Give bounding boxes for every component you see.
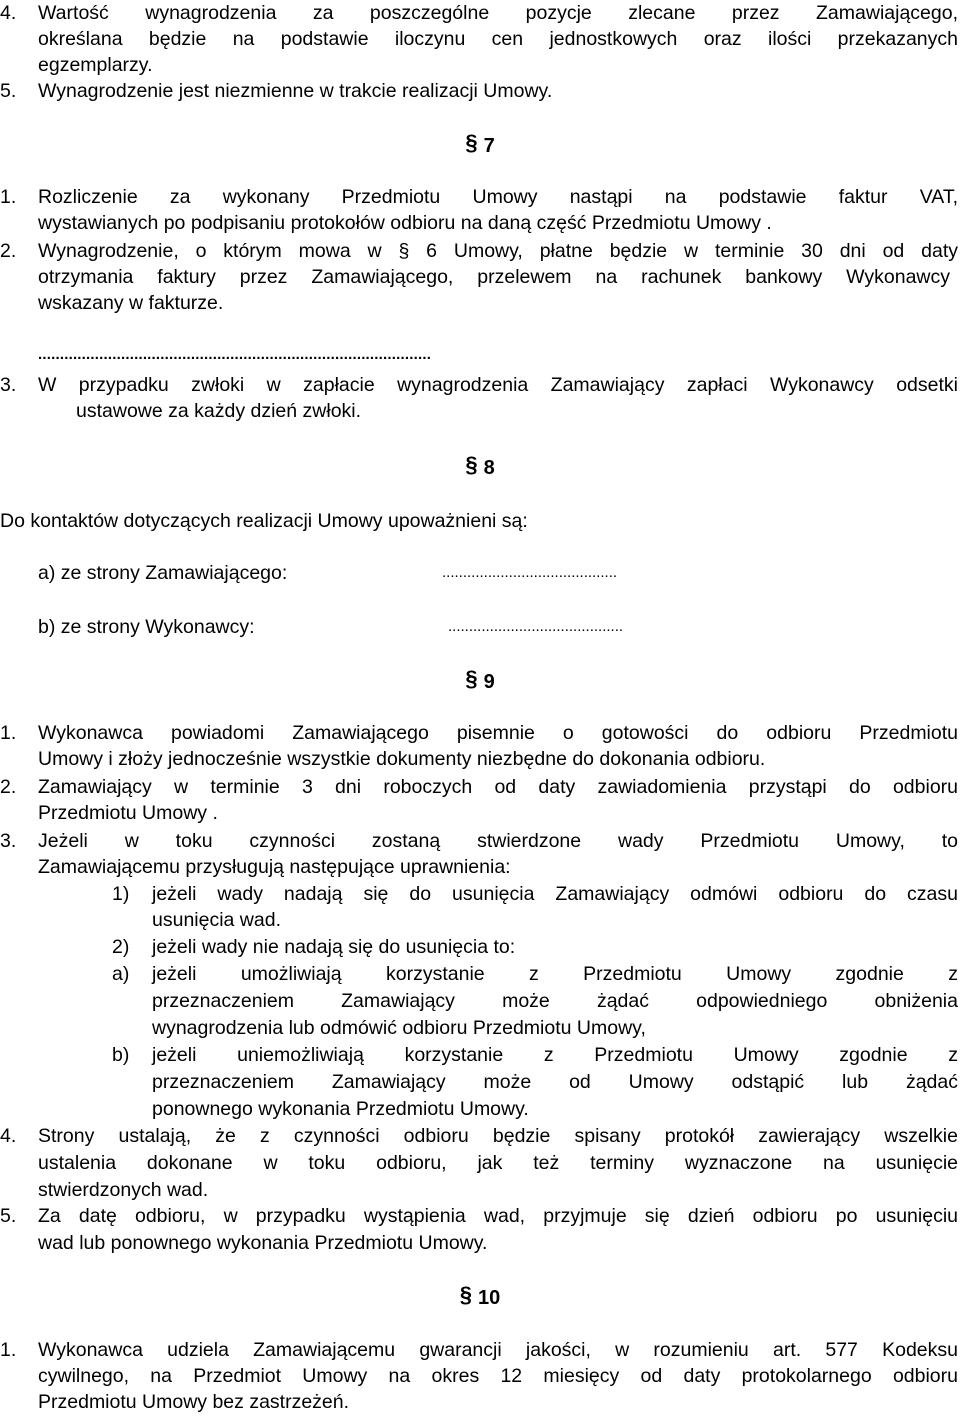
paragraph-line: Wynagrodzenie jest niezmienne w trakcie realizacji Umowy.	[38, 80, 553, 102]
paragraph-line: egzemplarzy.	[38, 54, 153, 76]
paragraph-line: ustalenia dokonane w toku odbioru, jak też terminy wyznaczone na usunięcie	[38, 1152, 958, 1174]
item-number: 1.	[0, 186, 17, 208]
contact-placeholder-contractor: ..........................................	[448, 618, 624, 635]
item-number: 1)	[112, 883, 130, 905]
contact-label-contractor: b) ze strony Wykonawcy:	[38, 616, 255, 638]
item-number: 3.	[0, 830, 17, 852]
item-number: 2.	[0, 776, 17, 798]
item-number: 1.	[0, 1339, 17, 1361]
section-symbol: §	[459, 1282, 472, 1307]
item-number: 5.	[0, 1205, 17, 1227]
paragraph-line: Jeżeli w toku czynności zostaną stwierdzone wady Przedmiotu Umowy, to	[38, 830, 958, 852]
item-number: 4.	[0, 2, 17, 24]
paragraph-line: W przypadku zwłoki w zapłacie wynagrodzenia Zamawiający zapłaci Wykonawcy odsetki	[38, 374, 958, 396]
item-number: 2.	[0, 240, 17, 262]
paragraph-line: otrzymania faktury przez Zamawiającego, przelewem na rachunek bankowy Wykonawcy	[38, 266, 950, 288]
item-number: 1.	[0, 722, 17, 744]
paragraph-line: przeznaczeniem Zamawiający może od Umowy odstąpić lub żądać	[152, 1071, 958, 1093]
item-number: 3.	[0, 374, 17, 396]
paragraph-line: Przedmiotu Umowy .	[38, 802, 218, 824]
paragraph-line: usunięcia wad.	[152, 909, 281, 931]
paragraph-line: ponownego wykonania Przedmiotu Umowy.	[152, 1098, 529, 1120]
paragraph-line: stwierdzonych wad.	[38, 1179, 209, 1201]
paragraph-line: jeżeli uniemożliwiają korzystanie z Przedmiotu Umowy zgodnie z	[152, 1044, 958, 1066]
contact-placeholder-client: ..........................................	[442, 564, 618, 581]
paragraph-line: jeżeli wady nie nadają się do usunięcia to:	[152, 936, 516, 958]
contact-label-client: a) ze strony Zamawiającego:	[38, 562, 288, 584]
section-heading-10	[0, 1284, 960, 1310]
dotted-placeholder: ..........................................................................................	[38, 346, 432, 363]
paragraph-line: ustawowe za każdy dzień zwłoki.	[76, 400, 362, 422]
section-heading-9	[0, 668, 960, 694]
paragraph-line: Za datę odbioru, w przypadku wystąpienia wad, przyjmuje się dzień odbioru po usunięciu	[38, 1205, 958, 1227]
paragraph-line: Umowy i złoży jednocześnie wszystkie dokumenty niezbędne do dokonania odbioru.	[38, 748, 766, 770]
paragraph-line: wskazany w fakturze.	[38, 292, 224, 314]
paragraph-line: Wynagrodzenie, o którym mowa w § 6 Umowy, płatne będzie w terminie 30 dni od daty	[38, 240, 958, 262]
section-number: 8	[483, 457, 495, 479]
paragraph-line: Rozliczenie za wykonany Przedmiotu Umowy nastąpi na podstawie faktur VAT,	[38, 186, 958, 208]
item-number: 2)	[112, 936, 130, 958]
section-symbol: §	[465, 452, 478, 477]
section-heading-8	[0, 454, 960, 480]
paragraph-line: Wykonawca powiadomi Zamawiającego pisemnie o gotowości do odbioru Przedmiotu	[38, 722, 958, 744]
contacts-intro: Do kontaktów dotyczących realizacji Umowy upoważnieni są:	[0, 510, 528, 532]
section-heading-7	[0, 132, 960, 158]
item-number: 4.	[0, 1125, 17, 1147]
paragraph-line: cywilnego, na Przedmiot Umowy na okres 12 miesięcy od daty protokolarnego odbioru	[38, 1365, 958, 1387]
paragraph-line: Strony ustalają, że z czynności odbioru będzie spisany protokół zawierający wszelkie	[38, 1125, 958, 1147]
paragraph-line: Zamawiającemu przysługują następujące uprawnienia:	[38, 856, 511, 878]
item-number: 5.	[0, 80, 17, 102]
section-number: 10	[478, 1287, 501, 1309]
section-symbol: §	[465, 130, 478, 155]
paragraph-line: Przedmiotu Umowy bez zastrzeżeń.	[38, 1391, 350, 1413]
paragraph-line: wystawianych po podpisaniu protokołów odbioru na daną część Przedmiotu Umowy .	[38, 212, 772, 234]
item-number: a)	[112, 963, 130, 985]
paragraph-line: wynagrodzenia lub odmówić odbioru Przedmiotu Umowy,	[152, 1017, 646, 1039]
section-number: 9	[483, 671, 495, 693]
paragraph-line: Wykonawca udziela Zamawiającemu gwarancji jakości, w rozumieniu art. 577 Kodeksu	[38, 1339, 958, 1361]
paragraph-line: Zamawiający w terminie 3 dni roboczych od daty zawiadomienia przystąpi do odbioru	[38, 776, 958, 798]
paragraph-line: określana będzie na podstawie iloczynu cen jednostkowych oraz ilości przekazanych	[38, 28, 958, 50]
item-number: b)	[112, 1044, 130, 1066]
paragraph-line: przeznaczeniem Zamawiający może żądać odpowiedniego obniżenia	[152, 990, 958, 1012]
paragraph-line: jeżeli wady nadają się do usunięcia Zamawiający odmówi odbioru do czasu	[152, 883, 958, 905]
paragraph-line: Wartość wynagrodzenia za poszczególne pozycje zlecane przez Zamawiającego,	[38, 2, 958, 24]
section-number: 7	[483, 135, 495, 157]
paragraph-line: jeżeli umożliwiają korzystanie z Przedmiotu Umowy zgodnie z	[152, 963, 958, 985]
section-symbol: §	[465, 666, 478, 691]
paragraph-line: wad lub ponownego wykonania Przedmiotu Umowy.	[38, 1232, 488, 1254]
